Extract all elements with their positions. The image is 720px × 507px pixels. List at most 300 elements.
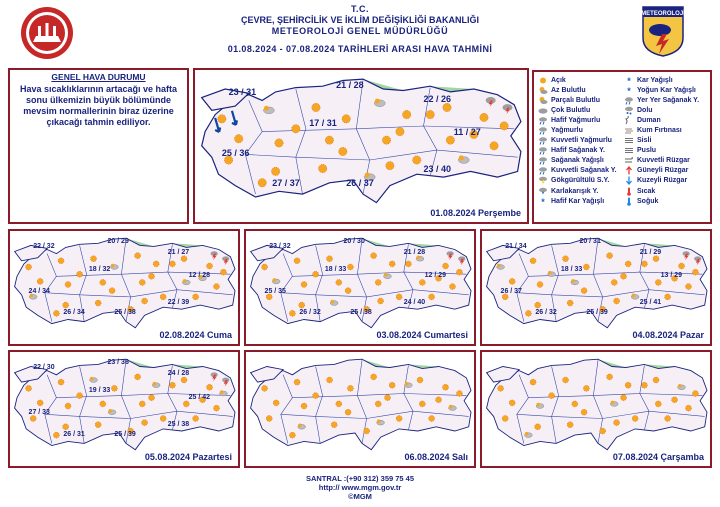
sun-icon — [678, 384, 682, 388]
legend-item — [624, 95, 706, 105]
legend-item — [538, 166, 620, 176]
temp-label: 25 / 36 — [221, 148, 250, 159]
sun-icon — [614, 420, 620, 426]
sun-icon — [419, 401, 425, 407]
temp-label: 23 / 31 — [228, 87, 257, 98]
sun-icon — [336, 401, 342, 407]
temp-label: 18 / 33 — [560, 266, 583, 274]
temp-label: 24 / 34 — [28, 287, 50, 295]
map-date-label: 07.08.2024 Çarşamba — [612, 452, 704, 462]
sun-icon — [500, 122, 508, 130]
map-date-label: 02.08.2024 Cuma — [159, 330, 232, 340]
sun-icon — [548, 271, 552, 275]
sun-icon — [183, 401, 189, 407]
rain-icon — [624, 96, 634, 105]
sun-icon — [449, 284, 455, 290]
legend-item — [624, 176, 706, 186]
legend-item — [624, 125, 706, 135]
temp-label: 18 / 32 — [88, 266, 111, 274]
sun-icon — [563, 256, 569, 262]
sun-icon — [497, 264, 501, 268]
sun-icon — [502, 294, 508, 300]
sun-icon — [525, 310, 531, 316]
sun-icon — [108, 409, 112, 413]
sun-icon — [641, 261, 647, 267]
meteoroloji-logo-text: METEOROLOJİ — [641, 11, 685, 17]
sun-icon — [339, 147, 347, 155]
sun-icon — [530, 379, 536, 385]
cold-icon — [624, 197, 634, 206]
legend-label: Sisli — [637, 137, 652, 145]
sun-icon — [77, 393, 83, 399]
legend-item — [624, 136, 706, 146]
sun-icon — [193, 415, 199, 421]
temp-label: 22 / 26 — [423, 94, 451, 105]
sun-icon — [375, 99, 380, 104]
sun-icon — [135, 374, 141, 380]
sun-icon — [65, 282, 71, 288]
sun-icon — [375, 279, 381, 285]
sun-icon — [405, 382, 409, 386]
forecast-map-day1 — [193, 68, 529, 224]
sun-icon — [653, 256, 659, 262]
sun-icon — [365, 172, 370, 177]
legend-label: Yoğun Kar Yağışlı — [637, 86, 696, 94]
sun-icon — [58, 258, 64, 264]
sun-icon — [443, 263, 449, 269]
sun-icon — [607, 253, 613, 259]
sun-icon — [142, 420, 148, 426]
legend-box — [532, 70, 712, 224]
temp-label: 25 / 42 — [188, 393, 211, 401]
legend-label: Dolu — [637, 106, 653, 114]
sun-icon — [459, 155, 464, 160]
temp-label: 24 / 40 — [403, 298, 426, 306]
sun-icon — [289, 310, 295, 316]
sun-icon — [549, 393, 555, 399]
sun-icon — [692, 269, 698, 275]
sun-icon — [389, 261, 395, 267]
sun-icon — [327, 377, 333, 383]
sun-icon — [607, 374, 613, 380]
snow-icon — [624, 86, 634, 95]
arrow-down-icon — [624, 176, 634, 185]
sun-icon — [426, 110, 434, 118]
temp-label: 21 / 27 — [167, 248, 190, 256]
sun-icon — [149, 273, 155, 279]
sun-icon — [490, 142, 498, 150]
sun-icon — [502, 415, 508, 421]
sun-icon — [535, 424, 541, 430]
legend-item — [538, 95, 620, 105]
forecast-map-day4 — [480, 229, 712, 346]
sun-icon — [679, 263, 685, 269]
sun-icon — [100, 401, 106, 407]
sun-icon — [611, 279, 617, 285]
legend-label: Kuzeyli Rüzgar — [637, 177, 688, 185]
sun-icon — [537, 282, 543, 288]
sun-icon — [58, 379, 64, 385]
header-period: 01.08.2024 - 07.08.2024 TARİHLERİ ARASI HAVA TAHMİNİ — [227, 44, 493, 54]
sun-icon — [600, 428, 606, 434]
temp-label: 25 / 39 — [114, 431, 136, 439]
sun-icon — [456, 391, 462, 397]
sun-icon — [181, 256, 187, 262]
temp-label: 25 / 39 — [586, 309, 608, 317]
sun-cloud-icon — [538, 96, 548, 105]
svg-text:*: * — [627, 75, 631, 85]
sun-icon — [581, 288, 587, 294]
general-forecast-box — [8, 68, 189, 224]
fog-icon — [624, 146, 634, 155]
sun-icon — [389, 382, 395, 388]
legend-label: Az Bulutlu — [551, 86, 586, 94]
temp-label: 12 / 28 — [188, 272, 211, 280]
legend-item — [624, 115, 706, 125]
map-date-label: 05.08.2024 Pazartesi — [144, 452, 232, 462]
sun-icon — [429, 294, 435, 300]
legend-label: Kuvvetli Yağmurlu — [551, 137, 612, 145]
sun-icon — [301, 403, 307, 409]
temp-label: 12 / 29 — [424, 272, 447, 280]
svg-text:*: * — [627, 85, 631, 95]
legend-label: Sıcak — [637, 187, 656, 195]
sun-icon — [266, 294, 272, 300]
sun-icon — [258, 179, 266, 187]
sun-icon — [632, 415, 638, 421]
sun-icon — [312, 103, 320, 111]
temp-label: 22 / 32 — [33, 243, 55, 251]
temp-label: 21 / 29 — [639, 248, 662, 256]
sun-icon — [405, 261, 411, 267]
map-date-label: 03.08.2024 Cumartesi — [376, 330, 468, 340]
sun-icon — [111, 264, 115, 268]
legend-item — [538, 125, 620, 135]
sun-icon — [685, 405, 691, 411]
sun-icon — [641, 382, 647, 388]
arrow-up-icon — [624, 166, 634, 175]
sun-icon — [417, 377, 423, 383]
footer-copyright: ©MGM — [348, 492, 372, 501]
sun-icon — [385, 395, 391, 401]
legend-label: Kuvvetli Rüzgar — [637, 157, 690, 165]
header-tc: T.C. — [350, 4, 369, 14]
sun-icon — [63, 424, 69, 430]
sun-icon — [91, 256, 97, 262]
temp-label: 26 / 31 — [63, 431, 85, 439]
sun-icon — [625, 261, 631, 267]
temp-label: 17 / 31 — [309, 118, 337, 129]
sun-icon — [273, 278, 277, 282]
sun-icon — [331, 300, 335, 304]
sun-icon — [621, 273, 627, 279]
sun-icon — [525, 432, 529, 436]
forecast-map-day6 — [244, 350, 476, 468]
rain-icon — [538, 156, 548, 165]
temp-label: 26 / 37 — [500, 287, 522, 295]
sun-icon — [396, 294, 402, 300]
legend-label: Kar Yağışlı — [637, 76, 673, 84]
sun-icon — [443, 384, 449, 390]
legend-item — [624, 196, 706, 206]
temp-label: 21 / 28 — [403, 248, 426, 256]
temp-label: 25 / 38 — [114, 309, 136, 317]
forecast-map-day2 — [8, 229, 240, 346]
sun-icon — [207, 263, 213, 269]
sun-icon — [567, 300, 573, 306]
footer-web[interactable]: http:// www.mgm.gov.tr — [318, 483, 402, 492]
hail-icon — [624, 106, 634, 115]
temp-label: 25 / 38 — [167, 420, 190, 428]
sun-icon — [53, 310, 59, 316]
temp-label: 13 / 29 — [660, 272, 683, 280]
sun-icon — [292, 125, 300, 133]
sun-icon — [264, 106, 269, 111]
sun-icon — [298, 424, 302, 428]
sun-icon — [30, 415, 36, 421]
rain-icon — [538, 166, 548, 175]
sun-icon — [443, 103, 451, 111]
legend-label: Hafif Kar Yağışlı — [551, 197, 605, 205]
sun-icon — [275, 139, 283, 147]
temp-label: 26 / 34 — [63, 309, 85, 317]
rain-icon — [538, 146, 548, 155]
sun-icon — [347, 264, 353, 270]
forecast-map-day5 — [8, 350, 240, 468]
temp-label: 20 / 31 — [579, 238, 601, 246]
sun-icon — [63, 302, 69, 308]
sun-icon — [456, 269, 462, 275]
legend-label: Puslu — [637, 147, 657, 155]
sun-icon — [160, 294, 166, 300]
sun-icon — [653, 377, 659, 383]
legend-item — [624, 75, 706, 85]
temp-label: 27 / 37 — [272, 177, 300, 188]
wind-icon — [624, 156, 634, 165]
thunder-icon — [538, 176, 548, 185]
sun-icon — [621, 395, 627, 401]
legend-label: Soğuk — [637, 197, 659, 205]
general-forecast-title: GENEL HAVA DURUMU — [51, 72, 146, 82]
sun-icon — [446, 136, 454, 144]
temp-label: 27 / 33 — [28, 409, 50, 417]
temp-label: 26 / 32 — [299, 309, 321, 317]
sun-icon — [583, 264, 589, 270]
sun-icon — [313, 271, 319, 277]
sun-icon — [325, 136, 333, 144]
map-date-label: 01.08.2024 Perşembe — [430, 208, 521, 218]
sun-icon — [207, 384, 213, 390]
fog-icon — [624, 136, 634, 145]
sun-icon — [262, 385, 268, 391]
sun-icon — [685, 284, 691, 290]
temp-label: 20 / 30 — [343, 238, 365, 246]
snow-icon — [538, 197, 548, 206]
sun-icon — [289, 432, 295, 438]
temp-label: 23 / 32 — [269, 243, 291, 251]
sun-icon — [301, 282, 307, 288]
legend-label: Gökgürültülü S.Y. — [551, 177, 610, 185]
sun-icon — [377, 419, 381, 423]
svg-text:*: * — [541, 196, 545, 206]
sun-icon — [347, 385, 353, 391]
legend-label: Parçalı Bulutlu — [551, 96, 601, 104]
sun-icon — [37, 278, 43, 284]
forecast-map-day3 — [244, 229, 476, 346]
sun-icon — [571, 279, 575, 283]
sun-icon — [77, 271, 83, 277]
sun-icon — [665, 294, 671, 300]
sun-icon — [234, 135, 242, 143]
sun-icon — [65, 403, 71, 409]
sun-icon — [331, 422, 337, 428]
sun-icon — [672, 397, 678, 403]
sun-icon — [509, 278, 515, 284]
sun-icon — [299, 302, 305, 308]
sun-icon — [160, 415, 166, 421]
sun-icon — [149, 395, 155, 401]
sun-icon — [183, 279, 187, 283]
sun-icon — [26, 385, 32, 391]
temp-label: 23 / 36 — [107, 359, 129, 367]
temp-label: 25 / 41 — [639, 298, 662, 306]
header — [0, 0, 720, 64]
sun-icon — [262, 264, 268, 270]
temp-label: 26 / 32 — [535, 309, 557, 317]
rain-icon — [538, 126, 548, 135]
legend-label: Yağmurlu — [551, 127, 583, 135]
sun-icon — [139, 279, 145, 285]
temp-label: 18 / 33 — [324, 266, 347, 274]
legend-item — [538, 136, 620, 146]
sun-icon — [396, 415, 402, 421]
sun-icon — [90, 377, 94, 381]
sun-icon — [345, 409, 351, 415]
legend-item — [538, 196, 620, 206]
sun-icon — [364, 428, 370, 434]
legend-item — [538, 105, 620, 115]
temp-label: 11 / 27 — [453, 126, 481, 137]
legend-item — [538, 186, 620, 196]
sun-icon — [567, 422, 573, 428]
sun-icon — [111, 385, 117, 391]
legend-label: Açık — [551, 76, 566, 84]
hot-icon — [624, 187, 634, 196]
legend-label: Sağanak Yağışlı — [551, 157, 604, 165]
sun-cloud-icon — [538, 86, 548, 95]
legend-label: Duman — [637, 116, 661, 124]
smoke-icon — [624, 116, 634, 125]
sun-icon — [563, 377, 569, 383]
sun-icon — [169, 261, 175, 267]
sun-icon — [153, 382, 157, 386]
sun-icon — [655, 401, 661, 407]
sun-icon — [271, 167, 279, 175]
sun-icon — [583, 385, 589, 391]
sun-icon — [611, 401, 615, 405]
header-directorate: METEOROLOJİ GENEL MÜDÜRLÜĞÜ — [271, 26, 449, 36]
legend-item — [538, 176, 620, 186]
sun-icon — [655, 279, 661, 285]
sun-icon — [220, 390, 224, 394]
sun-icon — [530, 258, 536, 264]
sun-icon — [313, 393, 319, 399]
sun-icon — [109, 288, 115, 294]
sun-icon — [378, 298, 384, 304]
sun-icon — [193, 294, 199, 300]
sun-icon — [498, 385, 504, 391]
sun-icon — [692, 391, 698, 397]
sun-icon — [294, 258, 300, 264]
sun-icon — [142, 298, 148, 304]
legend-item — [624, 105, 706, 115]
sun-icon — [153, 261, 159, 267]
sun-icon — [384, 273, 388, 277]
legend-item — [538, 85, 620, 95]
sun-icon — [95, 422, 101, 428]
sun-icon — [480, 113, 488, 121]
sun-icon — [213, 405, 219, 411]
sun-icon — [213, 284, 219, 290]
legend-label: Kum Fırtınası — [637, 127, 682, 135]
legend-item — [538, 156, 620, 166]
sun-icon — [538, 76, 548, 85]
cloud-icon — [538, 106, 548, 115]
legend-label: Karlakarışık Y. — [551, 187, 599, 195]
sun-icon — [100, 279, 106, 285]
sun-icon — [413, 156, 421, 164]
map-date-label: 04.08.2024 Pazar — [632, 330, 704, 340]
legend-item — [624, 85, 706, 95]
sun-icon — [294, 379, 300, 385]
sun-icon — [342, 115, 350, 123]
sun-icon — [135, 253, 141, 259]
temp-label: 19 / 33 — [88, 387, 111, 395]
legend-label: Kuvvetli Sağanak Y. — [551, 167, 617, 175]
meteoroloji-logo-icon — [640, 4, 686, 58]
sun-icon — [26, 264, 32, 270]
legend-label: Hafif Sağanak Y. — [551, 147, 605, 155]
sun-icon — [139, 401, 145, 407]
rain-icon — [538, 136, 548, 145]
footer — [0, 474, 720, 501]
legend-item — [624, 156, 706, 166]
temp-label: 22 / 39 — [167, 298, 190, 306]
legend-item — [538, 146, 620, 156]
sun-icon — [345, 288, 351, 294]
sun-icon — [318, 164, 326, 172]
ministry-logo-icon — [20, 6, 74, 60]
header-ministry: ÇEVRE, ŞEHİRCİLİK VE İKLİM DEĞİŞİKLİĞİ BAKANLIĞI — [240, 15, 480, 25]
legend-item — [624, 146, 706, 156]
sun-icon — [382, 136, 390, 144]
sun-icon — [665, 415, 671, 421]
sun-icon — [371, 374, 377, 380]
legend-label: Güneyli Rüzgar — [637, 167, 689, 175]
legend-label: Çok Bulutlu — [551, 106, 591, 114]
legend-item — [538, 75, 620, 85]
sun-icon — [402, 110, 410, 118]
temp-label: 24 / 28 — [167, 369, 190, 377]
sun-icon — [53, 432, 59, 438]
sun-icon — [181, 377, 187, 383]
temp-label: 23 / 40 — [423, 163, 451, 174]
snow-icon — [624, 76, 634, 85]
forecast-map-day7 — [480, 350, 712, 468]
general-forecast-text: Hava sıcaklıklarının artacağı ve hafta sonu ülkemizin büyük bölümünde mevsim normallerinin biraz üzerine çıkacağı tahmin ediliyor. — [19, 84, 178, 127]
temp-label: 20 / 29 — [107, 238, 129, 246]
sun-icon — [581, 409, 587, 415]
